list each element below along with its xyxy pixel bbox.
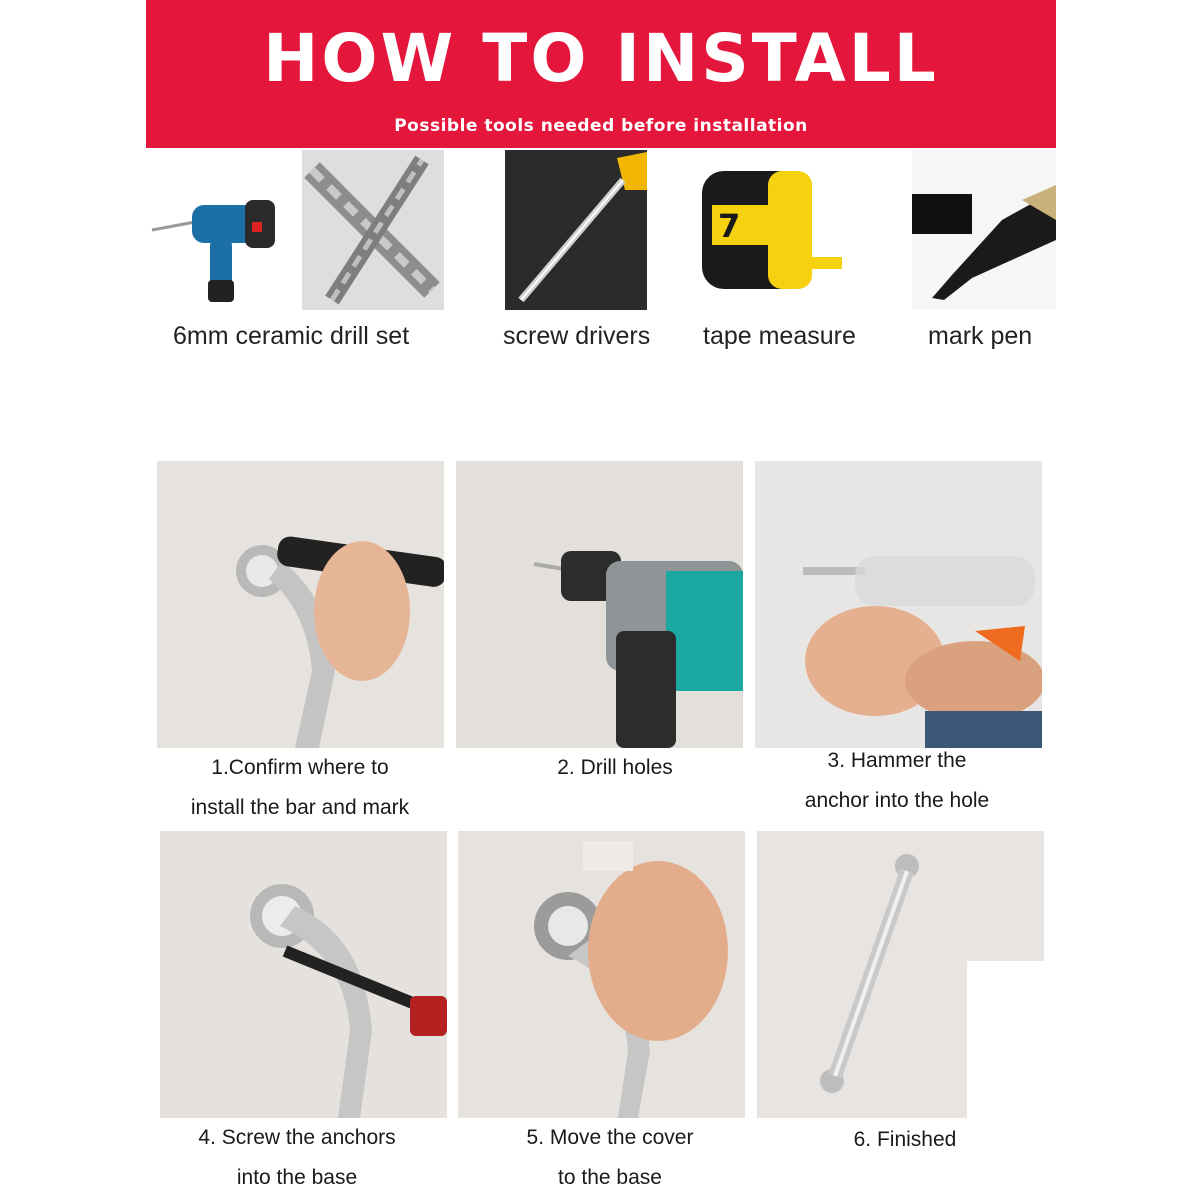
tape-measure-icon xyxy=(698,165,843,295)
step-6-photo xyxy=(757,831,1044,1118)
step-1-caption: 1.Confirm where to install the bar and mark xyxy=(190,756,410,819)
step-3-photo xyxy=(755,461,1042,748)
svg-text:7: 7 xyxy=(718,207,741,245)
drill-bit-icon xyxy=(302,150,444,310)
step-5-photo xyxy=(458,831,745,1118)
step-3-caption: 3. Hammer the anchor into the hole xyxy=(804,749,990,812)
tool-label-mark-pen: mark pen xyxy=(928,322,1033,350)
tool-label-drill-set: 6mm ceramic drill set xyxy=(173,322,410,350)
step-1-photo xyxy=(157,461,444,748)
page-subtitle: Possible tools needed before installation xyxy=(394,116,808,136)
step-4-caption: 4. Screw the anchors into the base xyxy=(198,1126,396,1189)
screwdriver-icon xyxy=(505,150,647,310)
step-5-caption: 5. Move the cover to the base xyxy=(526,1126,694,1189)
step-2-caption: 2. Drill holes xyxy=(557,756,673,779)
tool-label-tape-measure: tape measure xyxy=(703,322,856,350)
marker-pen-icon xyxy=(912,150,1056,310)
step-2-photo xyxy=(456,461,743,748)
tool-label-screw-drivers: screw drivers xyxy=(503,322,651,350)
header-banner xyxy=(146,0,1056,148)
step-4-photo xyxy=(160,831,447,1118)
step-6-caption: 6. Finished xyxy=(853,1128,957,1151)
drill-icon xyxy=(150,160,290,310)
page-title: HOW TO INSTALL xyxy=(263,20,939,97)
